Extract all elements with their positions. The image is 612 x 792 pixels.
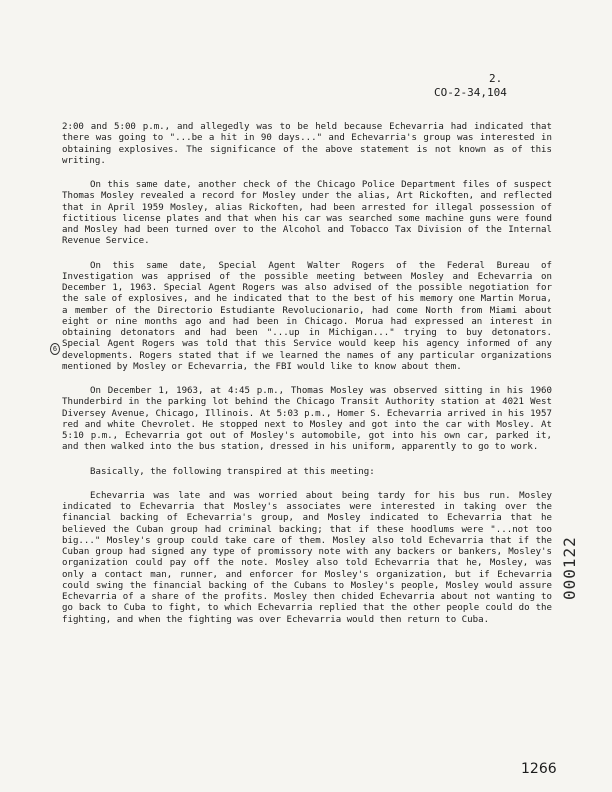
page-number: 2. [489,72,503,85]
bottom-stamp-number: 1266 [521,761,557,777]
side-stamp-number: 000122 [560,536,579,600]
paragraph-5: Basically, the following transpired at this meeting: [90,466,375,477]
paragraph-1: 2:00 and 5:00 p.m., and allegedly was to be held because Echevarria had indicated that there was going to "...be a hit in 90 days..." and Echevarria's group was interested in obtaining explosives. The significance of the above statement is not known as of this writing. [62,122,552,166]
paragraph-4: On December 1, 1963, at 4:45 p.m., Thomas Mosley was observed sitting in his 1960 Thunderbird in the parking lot behind the Chicago Transit Authority station at 4021 West Diversey Avenue, Chicago, Illinois. At 5:03 p.m., Homer S. Echevarria arrived in his 1957 red and white Chevrolet. He stopped next to Mosley and got into the car with Mosley. At 5:10 p.m., Echevarria got out of Mosley's automobile, got into his own car, parked it, and then walked into the bus station, dressed in his uniform, apparently to go to work. [62,386,552,453]
document-body [62,122,552,639]
margin-circle-mark: 6 [50,343,60,355]
paragraph-6: Echevarria was late and was worried about being tardy for his bus run. Mosley indicated to Echevarria that Mosley's associates were interested in taking over the financial backing of Echevarria's group, and Mosley indicated to Echevarria that he believed the Cuban group had criminal backing; that if these hoodlums were "...not too big..." Mosley's group could take care of them. Mosley also told Echevarria that if the Cuban group had signed any type of promissory note with any backers or bankers, Mosley's organization could pay off the note. Mosley also told Echevarria that he, Mosley, was only a contact man, runner, and enforcer for Mosley's organization, but if Echevarria could swing the financial backing of the Cubans to Mosley's people, Mosley would assure Echevarria of a share of the profits. Mosley then chided Echevarria about not wanting to go back to Cuba to fight, to which Echevarria replied that the other people could do the fighting, and when the fighting was over Echevarria would then return to Cuba. [62,490,552,625]
paragraph-2: On this same date, another check of the Chicago Police Department files of suspect Thomas Mosley revealed a record for Mosley under the alias, Art Rickoften, and reflected that in April 1959 Mosley, alias Rickoften, had been arrested for illegal possession of fictitious license plates and that when his car was searched some machine guns were found and Mosley had been turned over to the Alcohol and Tobacco Tax Division of the Internal Revenue Service. [62,180,552,247]
file-number: CO-2-34,104 [434,86,507,99]
paragraph-3: On this same date, Special Agent Walter Rogers of the Federal Bureau of Investigation was apprised of the possible meeting between Mosley and Echevarria on December 1, 1963. Special Agent Rogers was also advised of the possible negotiation for the sale of explosives, and he indicated that to the best of his memory one Martin Morua, a member of the Directorio Estudiante Revolucionario, had come North from Miami about eight or nine months ago and had been in Chicago. Morua had expressed an interest in obtaining detonators and had been "...up in Michigan..." trying to buy detonators. Special Agent Rogers was told that this Service would keep his agency informed of any developments. Rogers stated that if we learned the names of any particular organizations mentioned by Mosley or Echevarria, the FBI would like to know about them. [62,260,552,372]
